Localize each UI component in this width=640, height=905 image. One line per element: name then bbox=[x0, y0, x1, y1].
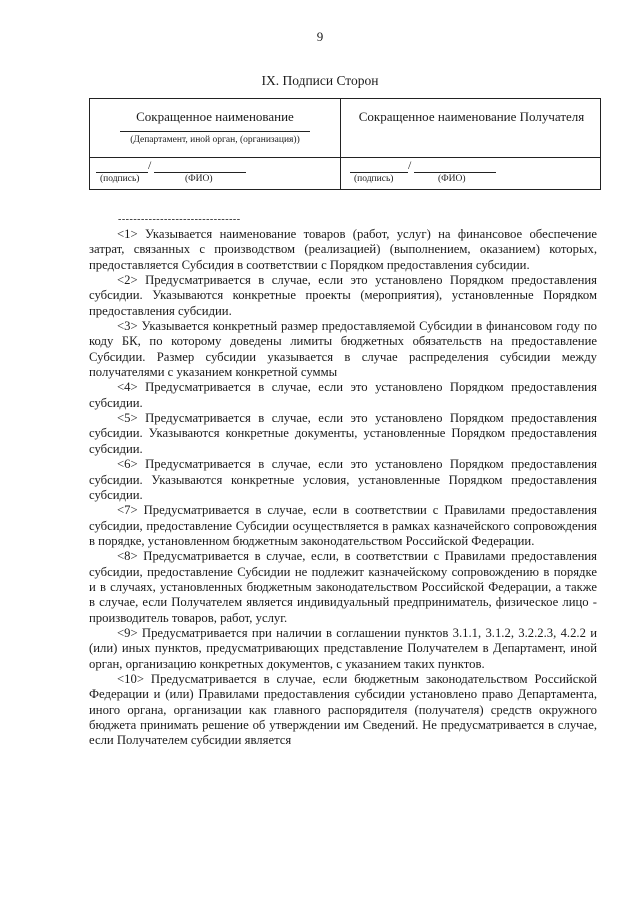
footnote-6: <6> Предусматривается в случае, если это установлено Порядком предоставления субсидии. Указываются конкретные условия, установленные Порядком предоставления субсидии. bbox=[89, 457, 597, 502]
left-signature-caption: (подпись) bbox=[100, 174, 140, 184]
left-signature-slash: / bbox=[148, 158, 152, 172]
page-number: 9 bbox=[316, 29, 324, 44]
left-party-note: (Департамент, иной орган, (организация)) bbox=[130, 135, 300, 145]
footnote-2: <2> Предусматривается в случае, если это установлено Порядком предоставления субсидии. Указываются конкретные проекты (мероприятия), установленные Порядком предоставления субсидии. bbox=[89, 273, 597, 318]
footnote-3: <3> Указывается конкретный размер предоставляемой Субсидии в финансовом году по коду БК, по которому доведены лимиты бюджетных обязательств на предоставление Субсидии. Размер субсидии указывается в случае распределения субсидии между получателями с указанием конкретной суммы bbox=[89, 319, 597, 380]
footnote-7: <7> Предусматривается в случае, если в соответствии с Правилами предоставления субсидии, предоставление Субсидии осуществляется в рамках казначейского сопровождения в порядке, установленном бюджетным законодательством Российской Федерации. bbox=[89, 503, 597, 548]
footnote-10: <10> Предусматривается в случае, если бюджетным законодательством Российской Федерации и (или) Правилами предоставления субсидии установлено право Департамента, иного органа, организации как главного распорядителя (получателя) средств окружного бюджета принимать решение об утверждении им Сведений. Не предусматривается в случае, если Получателем субсидии является bbox=[89, 671, 597, 748]
right-signature-line bbox=[350, 172, 408, 173]
left-signature-line bbox=[96, 172, 148, 173]
footnote-separator: -------------------------------- bbox=[118, 214, 241, 225]
right-signature-caption: (подпись) bbox=[354, 174, 394, 184]
left-name-line bbox=[154, 172, 246, 173]
left-name-caption: (ФИО) bbox=[185, 174, 213, 184]
right-signature-slash: / bbox=[408, 158, 412, 172]
footnote-5: <5> Предусматривается в случае, если это установлено Порядком предоставления субсидии. Указываются конкретные документы, установленные Порядком предоставления субсидии. bbox=[89, 411, 597, 456]
right-party-heading: Сокращенное наименование Получателя bbox=[358, 109, 585, 124]
signature-table bbox=[89, 98, 601, 190]
table-row-divider bbox=[90, 157, 600, 158]
right-name-caption: (ФИО) bbox=[438, 174, 466, 184]
footnote-1: <1> Указывается наименование товаров (работ, услуг) на финансовое обеспечение затрат, связанных с производством (реализацией) (выполнением, оказанием) которых, предоставляется Субсидия в соответствии с Порядком предоставления субсидии. bbox=[89, 227, 597, 272]
footnote-4: <4> Предусматривается в случае, если это установлено Порядком предоставления субсидии. bbox=[89, 380, 597, 410]
right-name-line bbox=[414, 172, 496, 173]
footnotes bbox=[89, 227, 597, 749]
section-title: IX. Подписи Сторон bbox=[261, 73, 379, 88]
footnote-8: <8> Предусматривается в случае, если, в соответствии с Правилами предоставления субсидии, предоставление Субсидии не подлежит казначейскому сопровождению в порядке и в случаях, установленных бюджетным законодательством Российской Федерации, а также в случае, если Получателем является индивидуальный предприниматель, физическое лицо - производитель товаров, работ, услуг. bbox=[89, 549, 597, 625]
footnote-9: <9> Предусматривается при наличии в соглашении пунктов 3.1.1, 3.1.2, 3.2.2.3, 4.2.2 и (или) иных пунктов, предусматривающих представление Получателем в Департамент, иной орган, организацию конкретных документов, с указанием таких пунктов. bbox=[89, 625, 597, 671]
left-party-name-line bbox=[120, 131, 310, 132]
left-party-heading: Сокращенное наименование bbox=[136, 109, 294, 124]
